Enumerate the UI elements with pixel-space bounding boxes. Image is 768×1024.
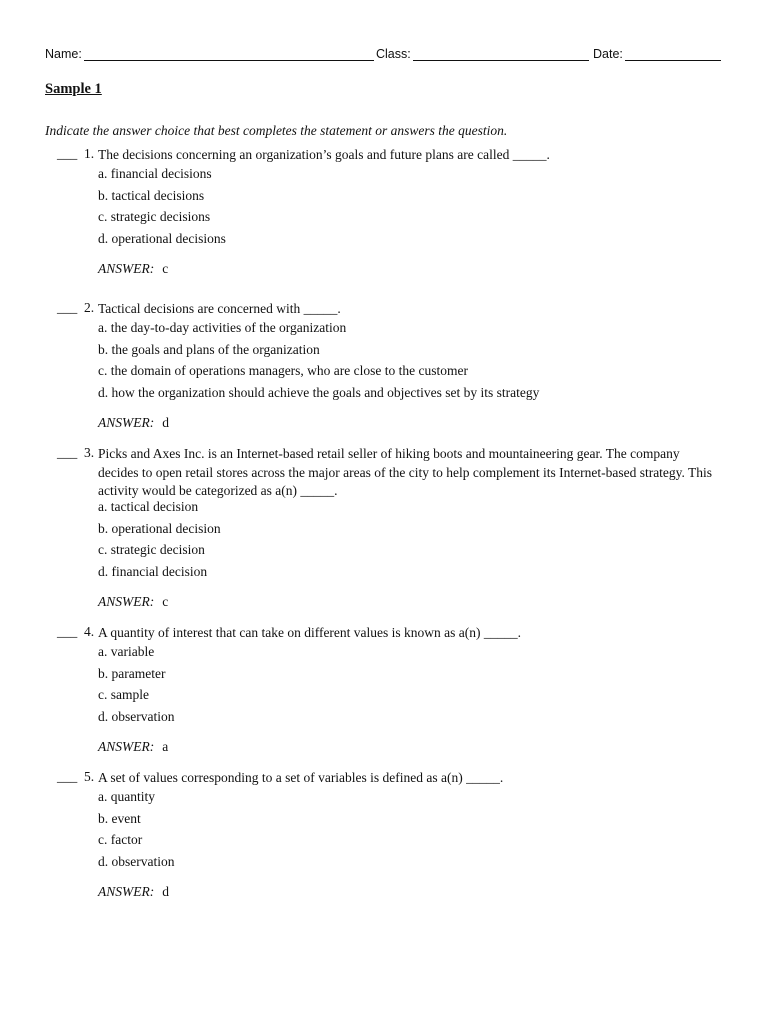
option-d: d. financial decision — [98, 563, 208, 579]
answer-line — [98, 594, 168, 610]
answer-blank[interactable]: ___ — [57, 300, 78, 315]
sample-title: Sample 1 — [45, 81, 102, 97]
option-b: b. operational decision — [98, 520, 221, 536]
option-b: b. tactical decisions — [98, 187, 205, 203]
answer-blank[interactable]: ___ — [57, 624, 78, 639]
answer-line — [98, 415, 169, 431]
option-d: d. how the organization should achieve the goals and objectives set by its strategy — [98, 384, 540, 400]
option-c: c. sample — [98, 687, 149, 702]
question-number: 5. — [84, 769, 95, 784]
option-b: b. event — [98, 810, 141, 826]
answer-label: ANSWER: — [98, 261, 155, 276]
answer-value: d — [162, 415, 169, 430]
question-text: Tactical decisions are concerned with _____. — [98, 301, 341, 316]
option-b: b. parameter — [98, 665, 166, 681]
date-label: Date: — [593, 47, 623, 61]
option-c: c. factor — [98, 832, 143, 847]
answer-label: ANSWER: — [98, 739, 155, 754]
option-a: a. tactical decision — [98, 499, 199, 514]
question-number: 3. — [84, 445, 95, 460]
option-d: d. observation — [98, 853, 175, 869]
question-number: 2. — [84, 300, 95, 315]
question-number: 1. — [84, 146, 95, 161]
question-text: The decisions concerning an organization’s goals and future plans are called _____. — [98, 147, 550, 162]
answer-line — [98, 261, 168, 277]
option-a: a. financial decisions — [98, 166, 212, 181]
answer-value: a — [162, 739, 169, 754]
option-a: a. quantity — [98, 789, 155, 804]
instructions: Indicate the answer choice that best completes the statement or answers the question. — [45, 123, 508, 138]
answer-blank[interactable]: ___ — [57, 445, 78, 460]
option-c: c. the domain of operations managers, who are close to the customer — [98, 363, 469, 378]
answer-label: ANSWER: — [98, 884, 155, 899]
name-field — [45, 46, 374, 61]
answer-value: d — [162, 884, 169, 899]
answer-line — [98, 884, 169, 900]
option-c: c. strategic decisions — [98, 209, 211, 224]
date-field — [593, 46, 721, 61]
answer-value: c — [162, 594, 169, 609]
option-c: c. strategic decision — [98, 542, 205, 557]
class-label: Class: — [376, 47, 411, 61]
date-blank-line[interactable] — [625, 46, 721, 61]
question-text: Picks and Axes Inc. is an Internet-based retail seller of hiking boots and mountaineering gear. The company decides to open retail stores across the major areas of the city to help complement its Internet-based strategy. This activity would be categorized as a(n) _____. — [98, 446, 713, 498]
answer-label: ANSWER: — [98, 594, 155, 609]
option-a: a. the day-to-day activities of the organization — [98, 320, 347, 335]
option-a: a. variable — [98, 644, 155, 659]
answer-blank[interactable]: ___ — [57, 146, 78, 161]
class-field — [376, 46, 589, 61]
answer-label: ANSWER: — [98, 415, 155, 430]
answer-value: c — [162, 261, 169, 276]
option-d: d. observation — [98, 708, 175, 724]
name-blank-line[interactable] — [84, 46, 374, 61]
answer-blank[interactable]: ___ — [57, 769, 78, 784]
name-label: Name: — [45, 47, 82, 61]
question-text: A quantity of interest that can take on different values is known as a(n) _____. — [98, 625, 522, 640]
question-text: A set of values corresponding to a set of variables is defined as a(n) _____. — [98, 770, 504, 785]
question-number: 4. — [84, 624, 95, 639]
option-d: d. operational decisions — [98, 230, 226, 246]
option-b: b. the goals and plans of the organization — [98, 341, 320, 357]
answer-line — [98, 739, 168, 755]
class-blank-line[interactable] — [413, 46, 589, 61]
